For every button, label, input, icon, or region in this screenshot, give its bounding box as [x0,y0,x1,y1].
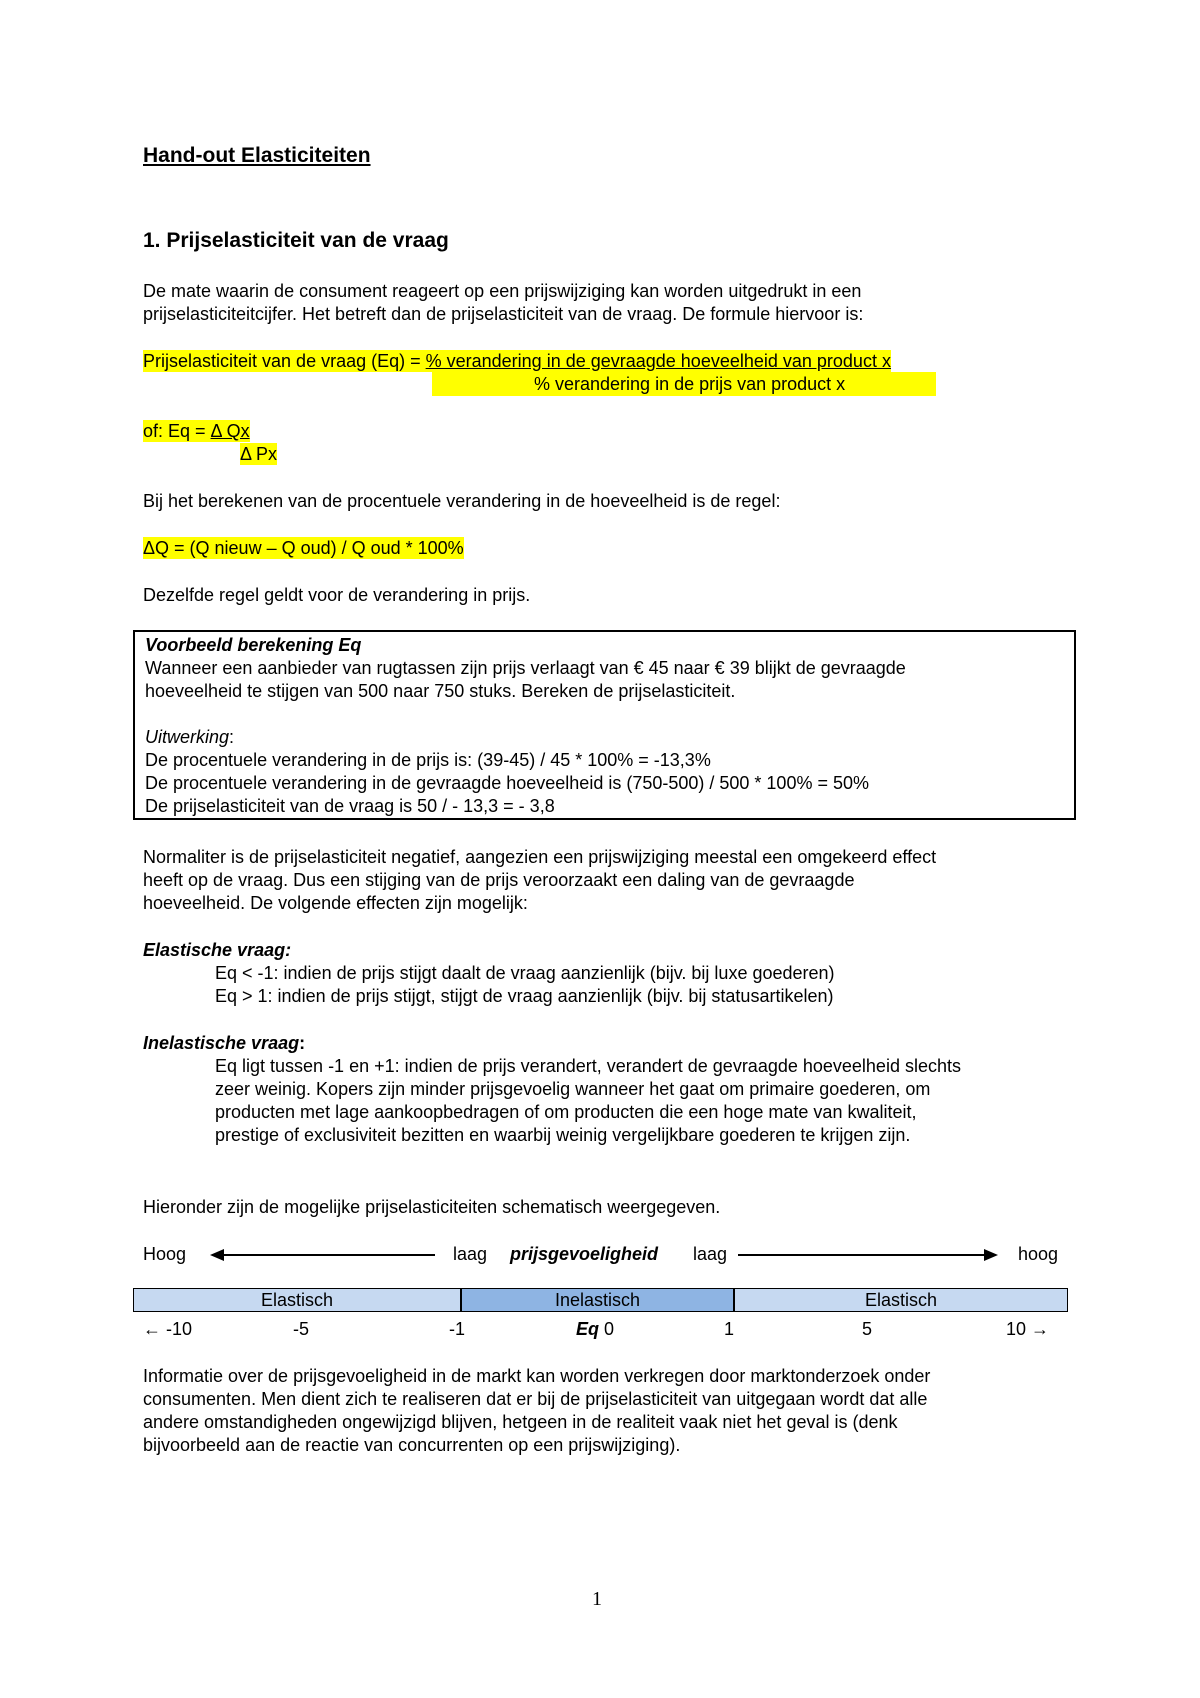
formula-denominator: % verandering in de prijs van product x [534,374,846,394]
inelastic-heading-line: Inelastische vraag: [143,1033,306,1053]
intro-line-2: prijselasticiteitcijfer. Het betreft dan de prijselasticiteit van de vraag. De formule hiervoor is: [143,304,864,324]
scale-tick-minus-1: -1 [449,1319,466,1339]
rule-price: Dezelfde regel geldt voor de verandering in prijs. [143,585,531,605]
scale-tick-minus-10: ← -10 [143,1319,193,1339]
section-heading: 1. Prijselasticiteit van de vraag [143,229,449,252]
or-denominator: Δ Px [240,444,278,464]
elastic-item-2: Eq > 1: indien de prijs stijgt, stijgt de vraag aanzienlijk (bijv. bij statusartikelen) [215,986,834,1006]
inelastic-line-1: Eq ligt tussen -1 en +1: indien de prijs verandert, verandert de gevraagde hoeveelheid slechts [215,1056,961,1076]
scale-tick-1: 1 [724,1319,735,1339]
example-box [133,630,1076,820]
schema-mid-left: laag [453,1244,488,1264]
uitwerking-label: Uitwerking [145,727,230,747]
or-prefix: of: Eq = [143,421,211,441]
normal-line-2: heeft op de vraag. Dus een stijging van de prijs veroorzaakt een daling van de gevraagde [143,870,855,890]
scale-segment-elastic-right: Elastisch [735,1289,1067,1311]
closing-line-3: andere omstandigheden ongewijzigd blijven, hetgeen in de realiteit vaak niet het geval is (denk [143,1412,898,1432]
elasticity-scale [133,1288,1068,1312]
closing-line-4: bijvoorbeeld aan de reactie van concurrenten op een prijswijziging). [143,1435,681,1455]
inelastic-line-4: prestige of exclusiviteit bezitten en waarbij weinig vergelijkbare goederen te krijgen zijn. [215,1125,911,1145]
formula-prefix: Prijselasticiteit van de vraag (Eq) = [143,351,426,371]
scale-tick-minus-5: -5 [293,1319,310,1339]
left-arrow-icon [210,1248,435,1262]
example-line-1: Wanneer een aanbieder van rugtassen zijn prijs verlaagt van € 45 naar € 39 blijkt de gevraagde [145,658,906,678]
scale-eq-label: Eq [576,1319,600,1339]
scale-tick-10: 10 → [1006,1319,1050,1339]
calc-line-1: De procentuele verandering in de prijs is: (39-45) / 45 * 100% = -13,3% [145,750,711,770]
right-arrow-icon [738,1248,998,1262]
calc-line-3: De prijselasticiteit van de vraag is 50 / - 13,3 = - 3,8 [145,796,555,816]
scale-tick-5: 5 [862,1319,873,1339]
or-numerator: Δ Qx [210,421,250,441]
inelastic-line-2: zeer weinig. Kopers zijn minder prijsgevoelig wanneer het gaat om primaire goederen, om [215,1079,931,1099]
closing-line-1: Informatie over de prijsgevoeligheid in de markt kan worden verkregen door marktonderzoek onder [143,1366,931,1386]
rule-intro: Bij het berekenen van de procentuele verandering in de hoeveelheid is de regel: [143,491,781,511]
schema-right-label: hoog [1018,1244,1059,1264]
closing-line-2: consumenten. Men dient zich te realiseren dat er bij de prijselasticiteit van uitgegaan wordt dat alle [143,1389,928,1409]
normal-line-1: Normaliter is de prijselasticiteit negatief, aangezien een prijswijziging meestal een omgekeerd effect [143,847,937,867]
formula-numerator: % verandering in de gevraagde hoeveelheid van product x [425,351,891,371]
elastic-heading: Elastische vraag: [143,940,292,960]
schema-left-label: Hoog [143,1244,187,1264]
schema-center-label: prijsgevoeligheid [510,1244,659,1264]
or-formula-line [143,420,250,442]
inelastic-heading: Inelastische vraag [143,1033,300,1053]
example-heading: Voorbeeld berekening Eq [145,635,362,655]
example-line-2: hoeveelheid te stijgen van 500 naar 750 stuks. Bereken de prijselasticiteit. [145,681,736,701]
schema-mid-right: laag [693,1244,728,1264]
intro-line-1: De mate waarin de consument reageert op een prijswijziging kan worden uitgedrukt in een [143,281,862,301]
document-title: Hand-out Elasticiteiten [143,144,371,167]
elastic-item-1: Eq < -1: indien de prijs stijgt daalt de vraag aanzienlijk (bijv. bij luxe goederen) [215,963,835,983]
scale-tick-zero: Eq 0 [576,1319,615,1339]
formula-line [143,350,891,372]
scale-segment-inelastic: Inelastisch [460,1289,735,1311]
inelastic-line-3: producten met lage aankoopbedragen of om producten die een hoge mate van kwaliteit, [215,1102,917,1122]
page-number: 1 [592,1588,602,1610]
rule-formula: ΔQ = (Q nieuw – Q oud) / Q oud * 100% [143,538,464,558]
normal-line-3: hoeveelheid. De volgende effecten zijn mogelijk: [143,893,528,913]
scale-segment-elastic-left: Elastisch [134,1289,460,1311]
uitwerking-line: Uitwerking: [145,727,235,747]
calc-line-2: De procentuele verandering in de gevraagde hoeveelheid is (750-500) / 500 * 100% = 50% [145,773,869,793]
schema-intro: Hieronder zijn de mogelijke prijselasticiteiten schematisch weergegeven. [143,1197,721,1217]
